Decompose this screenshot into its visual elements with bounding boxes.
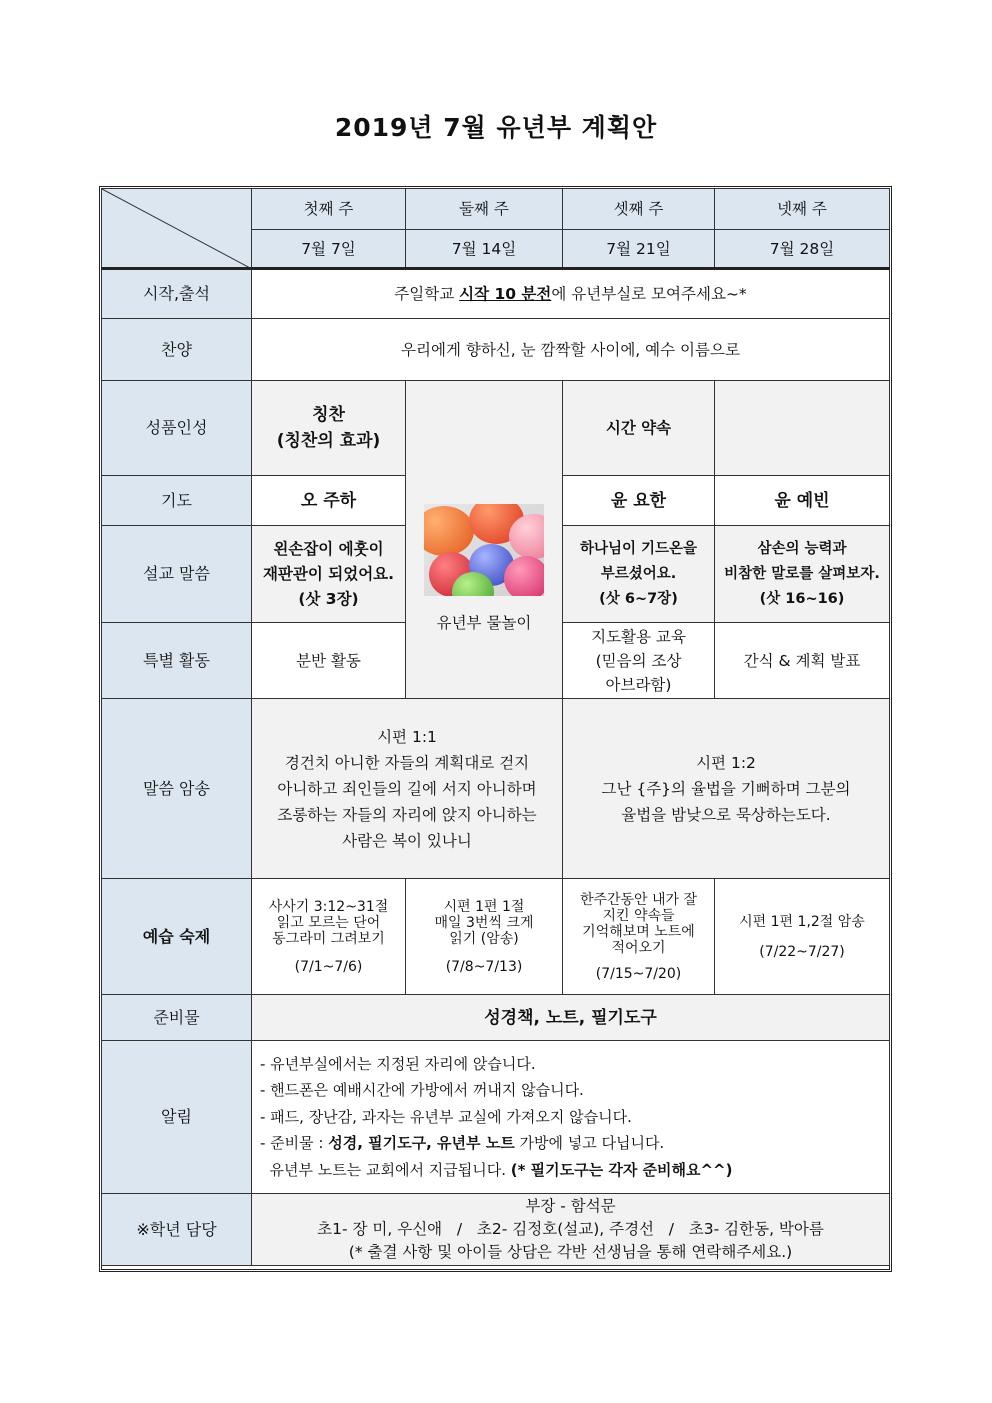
row-label-special: 특별 활동 — [102, 623, 252, 699]
homework-week-2-period: (7/8~7/13) — [445, 958, 523, 975]
homework-week-1 — [252, 879, 406, 995]
start-text-emphasis: 시작 10 분전 — [459, 285, 552, 303]
memory-left-line4: 조롱하는 자들의 자리에 앉지 아니하는 — [277, 805, 537, 824]
row-label-notice: 알림 — [102, 1041, 252, 1194]
notice-line-5-emphasis: (* 필기도구는 각자 준비해요^^) — [510, 1160, 733, 1179]
notice-line-2: - 핸드폰은 예배시간에 가방에서 꺼내지 않습니다. — [260, 1081, 584, 1100]
memory-right-line1: 시편 1:2 — [696, 753, 756, 772]
week-3-date: 7월 21일 — [563, 230, 715, 269]
water-balloons-photo — [424, 504, 544, 596]
notice-line-1: - 유년부실에서는 지정된 자리에 앉습니다. — [260, 1054, 536, 1073]
week-2-label: 둘째 주 — [406, 189, 563, 230]
row-label-homework: 예습 숙제 — [102, 879, 252, 995]
teachers-by-grade: 초1- 장 미, 우신애 / 초2- 김정호(설교), 주경선 / 초3- 김한동, 박아름 — [317, 1220, 824, 1238]
sermon-week-3 — [563, 526, 715, 623]
homework-week-3-line4: 적어오기 — [611, 939, 666, 956]
water-play-label: 유년부 물놀이 — [436, 613, 532, 632]
special-week-1: 분반 활동 — [252, 623, 406, 699]
row-label-memory: 말씀 암송 — [102, 699, 252, 879]
week-1-label: 첫째 주 — [252, 189, 406, 230]
special-week-3-line2: (믿음의 조상 — [595, 651, 682, 670]
teachers-info — [252, 1194, 890, 1266]
sermon-week-4-line3: (삿 16~16) — [759, 590, 845, 607]
special-week-4: 간식 & 계획 발표 — [715, 623, 890, 699]
row-label-character: 성품인성 — [102, 381, 252, 476]
homework-week-2 — [406, 879, 563, 995]
magenta-balloon — [504, 556, 544, 596]
diagonal-line — [102, 189, 252, 269]
homework-week-4 — [715, 879, 890, 995]
notice-line-3: - 패드, 장난감, 과자는 유년부 교실에 가져오지 않습니다. — [260, 1107, 632, 1126]
sermon-week-1-line2: 재판관이 되었어요. — [262, 564, 395, 583]
row-label-praise: 찬양 — [102, 319, 252, 381]
homework-week-1-line2: 읽고 모르는 단어 — [276, 914, 381, 931]
start-text-after: 에 유년부실로 모여주세요~* — [551, 285, 747, 303]
notice-list — [252, 1041, 890, 1194]
memory-left-line1: 시편 1:1 — [377, 727, 437, 746]
week-4-date: 7월 28일 — [715, 230, 890, 269]
row-label-teachers: ※학년 담당 — [102, 1194, 252, 1266]
row-label-start: 시작,출석 — [102, 269, 252, 319]
week-2-date: 7월 14일 — [406, 230, 563, 269]
row-label-supplies: 준비물 — [102, 995, 252, 1041]
homework-week-3-line3: 기억해보며 노트에 — [582, 923, 695, 940]
memory-right-line3: 율법을 밤낮으로 묵상하는도다. — [621, 805, 831, 824]
notice-line-5 — [260, 1157, 887, 1184]
notice-line-4-prefix: - 준비물 : — [260, 1134, 329, 1153]
homework-week-4-period: (7/22~7/27) — [759, 943, 845, 960]
start-text-before: 주일학교 — [394, 285, 460, 303]
homework-week-4-line1: 시편 1편 1,2절 암송 — [739, 913, 865, 930]
prayer-week-1: 오 주하 — [252, 476, 406, 526]
prayer-week-4: 윤 예빈 — [715, 476, 890, 526]
teachers-head: 부장 - 함석문 — [525, 1197, 616, 1215]
homework-week-3-line2: 지킨 약속들 — [602, 907, 675, 924]
notice-line-4-suffix: 가방에 넣고 다닙니다. — [514, 1134, 665, 1153]
memory-right-line2: 그난 {주}의 율법을 기뻐하며 그분의 — [601, 779, 851, 798]
memory-verse-1 — [252, 699, 563, 879]
notice-line-5-text: 유년부 노트는 교회에서 지급됩니다. — [260, 1160, 511, 1179]
orange-balloon — [424, 506, 474, 556]
sermon-week-3-line1: 하나님이 기드온을 — [579, 540, 698, 557]
homework-week-2-line2: 매일 3번씩 크게 — [434, 914, 534, 931]
sermon-week-1-line3: (삿 3장) — [298, 589, 359, 608]
character-week-1 — [252, 381, 406, 476]
week-1-date: 7월 7일 — [252, 230, 406, 269]
special-week-3-line3: 아브라함) — [605, 675, 672, 694]
water-play-event — [406, 381, 563, 699]
notice-line-4 — [260, 1130, 887, 1157]
character-week-1-line1: 칭찬 — [312, 405, 345, 425]
week-4-label: 넷째 주 — [715, 189, 890, 230]
homework-week-2-line3: 읽기 (암송) — [449, 930, 519, 947]
row-label-sermon: 설교 말씀 — [102, 526, 252, 623]
character-week-3: 시간 약속 — [563, 381, 715, 476]
sermon-week-3-line2: 부르셨어요. — [600, 565, 677, 582]
character-week-1-line2: (칭찬의 효과) — [276, 431, 381, 451]
homework-week-2-line1: 시편 1편 1절 — [443, 898, 525, 915]
memory-left-line2: 경건치 아니한 자들의 계획대로 걷지 — [284, 753, 530, 772]
teachers-contact-note: (* 출결 사항 및 아이들 상담은 각반 선생님을 통해 연락해주세요.) — [348, 1243, 793, 1261]
memory-left-line3: 아니하고 죄인들의 길에 서지 아니하며 — [277, 779, 537, 798]
page-title: 2019년 7월 유년부 계획안 — [334, 113, 658, 142]
prayer-week-3: 윤 요한 — [563, 476, 715, 526]
sermon-week-1-line1: 왼손잡이 에훗이 — [273, 539, 384, 558]
week-3-label: 셋째 주 — [563, 189, 715, 230]
homework-week-3-period: (7/15~7/20) — [595, 965, 682, 982]
plan-table — [101, 188, 890, 1266]
memory-left-line5: 사람은 복이 있나니 — [342, 831, 472, 850]
sermon-week-4 — [715, 526, 890, 623]
sermon-week-1 — [252, 526, 406, 623]
character-week-4 — [715, 381, 890, 476]
corner-diagonal-cell — [102, 189, 252, 269]
homework-week-3-line1: 한주간동안 내가 잘 — [579, 891, 698, 908]
sermon-week-4-line2: 비참한 말로를 살펴보자. — [724, 565, 880, 582]
homework-week-1-period: (7/1~7/6) — [294, 958, 363, 975]
supplies-list: 성경책, 노트, 필기도구 — [252, 995, 890, 1041]
notice-line-4-items: 성경, 필기도구, 유년부 노트 — [328, 1134, 515, 1153]
start-info — [252, 269, 890, 319]
praise-songs: 우리에게 향하신, 눈 깜짝할 사이에, 예수 이름으로 — [252, 319, 890, 381]
special-week-3 — [563, 623, 715, 699]
sermon-week-4-line1: 삼손의 능력과 — [757, 540, 847, 557]
homework-week-1-line3: 동그라미 그려보기 — [272, 930, 385, 947]
homework-week-3 — [563, 879, 715, 995]
homework-week-1-line1: 사사기 3:12~31절 — [268, 898, 389, 915]
row-label-prayer: 기도 — [102, 476, 252, 526]
memory-verse-2 — [563, 699, 890, 879]
special-week-3-line1: 지도활용 교육 — [591, 627, 686, 646]
sermon-week-3-line3: (삿 6~7장) — [599, 590, 678, 607]
